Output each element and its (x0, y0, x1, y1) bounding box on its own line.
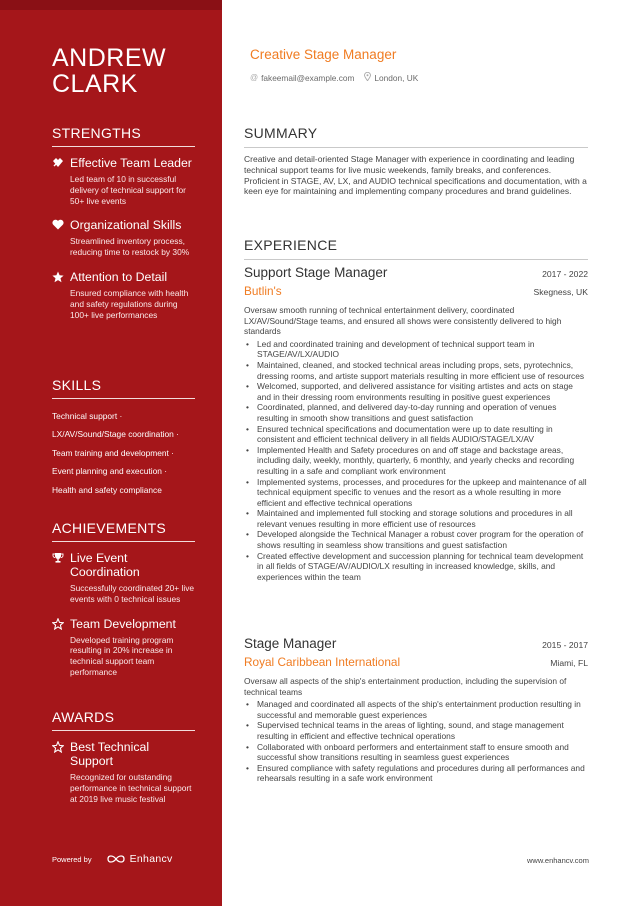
strength-title: Attention to Detail (70, 269, 168, 284)
role-bullets (244, 339, 588, 583)
role-company: Butlin's (244, 284, 282, 298)
list-item: • Developed alongside the Technical Manager a robust cover program for the operation of shows resulting in seamless show transitions and guest satisfaction (244, 529, 588, 550)
star-outline-icon (52, 617, 70, 634)
award-item (52, 740, 195, 804)
role-location: Skegness, UK (533, 287, 588, 297)
candidate-name: ANDREW CLARK (52, 44, 167, 98)
strength-item (52, 270, 195, 320)
awards-heading: AWARDS (52, 709, 195, 731)
strength-title: Organizational Skills (70, 218, 182, 233)
achievement-item (52, 617, 195, 678)
contact-row (250, 72, 418, 83)
achievement-desc: Successfully coordinated 20+ live events with 0 technical issues (70, 583, 195, 604)
role-dates: 2017 - 2022 (542, 269, 588, 279)
heart-icon (52, 218, 70, 234)
list-item: • Managed and coordinated all aspects of the ship's entertainment production resulting in successful and memorable guest experiences (244, 699, 588, 720)
list-item: • Created effective development and succession planning for technical team development in all fields of STAGE/AV/AUDIO/LX resulting in increased knowledge, skills, and experiences within the team (244, 551, 588, 583)
achievements-section (52, 520, 195, 687)
role-location: Miami, FL (550, 658, 588, 668)
strength-item (52, 218, 195, 258)
list-item: • Implemented Health and Safety procedures on and off stage and backstage areas, including daily, weekly, monthly, quarterly, 6 monthly, and yearly checks and recording resulting in a safe and compliant work environment (244, 445, 588, 477)
experience-role (244, 265, 588, 582)
experience-heading: EXPERIENCE (244, 237, 588, 260)
skill-item: Team training and development · (52, 447, 174, 458)
list-item: • Ensured compliance with safety regulations and procedures during all performances and rehearsals resulting in a safe work environment (244, 763, 588, 784)
star-icon (52, 270, 70, 287)
footer-url[interactable]: www.enhancv.com (527, 856, 589, 865)
skills-heading: SKILLS (52, 377, 195, 399)
achievement-desc: Developed training program resulting in 20% increase in technical support team performance (70, 634, 174, 677)
achievements-heading: ACHIEVEMENTS (52, 520, 195, 542)
strength-desc: Ensured compliance with health and safety regulations during 100+ live performances (70, 287, 189, 320)
strengths-section (52, 125, 195, 329)
role-summary: Oversaw all aspects of the ship's entertainment production, including the supervision of technical teams (244, 676, 567, 697)
list-item: • Coordinated, planned, and delivered day-to-day running and operation of venues resulting in smooth show transitions and guest satisfaction (244, 402, 588, 423)
sidebar (0, 0, 222, 906)
achievement-title: Team Development (70, 616, 176, 631)
list-item: • Collaborated with onboard performers and entertainment staff to ensure smooth and successful show transitions resulting in seamless guest experiences (244, 742, 588, 763)
role-bullets (244, 699, 588, 784)
sidebar-top-band (0, 0, 222, 10)
summary-text: Creative and detail-oriented Stage Manager with experience in coordinating and leading technical support teams for live music weekends, family breaks, and conferences. Proficient in STAGE, AV, LX, and AUDIO technical specifications and documentation, with a keen eye for maintaining and implementing company procedures and brand guidelines. (244, 154, 587, 197)
strengths-heading: STRENGTHS (52, 125, 195, 147)
strength-desc: Led team of 10 in successful delivery of technical support for 50+ live events (70, 174, 186, 206)
role-title: Stage Manager (244, 636, 337, 651)
list-item: • Supervised technical teams in the areas of lighting, sound, and stage management resulting in efficient and effective technical operations (244, 720, 588, 741)
skills-section (52, 377, 195, 503)
achievement-title: Live Event Coordination (70, 551, 140, 579)
role-title: Support Stage Manager (244, 265, 388, 280)
location-pin-icon (364, 72, 371, 83)
award-desc: Recognized for outstanding performance in technical support at 2019 live music festival (70, 772, 192, 804)
strength-desc: Streamlined inventory process, reducing time to restock by 30% (70, 236, 190, 258)
role-summary: Oversaw smooth running of technical entertainment delivery, coordinated LX/AV/Sound/Stage teams, and ensured all shows were consistently delivered to high standards (244, 305, 562, 337)
skill-item: LX/AV/Sound/Stage coordination · (52, 429, 179, 440)
awards-section (52, 709, 195, 813)
handshake-icon (52, 156, 70, 173)
achievement-item (52, 551, 195, 605)
strength-title: Effective Team Leader (70, 156, 192, 170)
list-item: • Welcomed, supported, and delivered assistance for visiting artistes and acts on stage and in their dressing room environments resulting in positive guest experiences (244, 381, 588, 402)
skill-item: Technical support · (52, 411, 123, 421)
role-company: Royal Caribbean International (244, 655, 401, 669)
enhancv-logo-icon (106, 853, 126, 865)
list-item: • Implemented systems, processes, and procedures for the upkeep and maintenance of all technical equipment specific to venues and the resort as a whole resulting in more efficient and effective technical operations (244, 477, 588, 509)
skill-item: Health and safety compliance (52, 484, 162, 495)
summary-heading: SUMMARY (244, 125, 588, 148)
list-item: • Maintained and implemented full stocking and storage solutions and procedures in all relevant venues resulting in more efficient use of resources (244, 508, 588, 529)
enhancv-brand: Enhancv (129, 853, 173, 865)
powered-by (52, 853, 173, 865)
headline: Creative Stage Manager (250, 47, 397, 62)
contact-location: London, UK (374, 72, 419, 83)
list-item: • Maintained, cleaned, and stocked technical areas including props, sets, pyrotechnics, dressing rooms, and artiste support materials resulting in more efficient use of resources (244, 360, 588, 381)
contact-email[interactable]: fakeemail@example.com (261, 72, 355, 83)
at-icon: @ (250, 73, 259, 82)
list-item: • Led and coordinated training and development of technical support team in STAGE/AV/LX/AUDIO (244, 339, 588, 360)
role-dates: 2015 - 2017 (542, 640, 588, 650)
powered-by-label: Powered by (52, 854, 92, 864)
award-title: Best Technical Support (70, 740, 150, 768)
list-item: • Ensured technical specifications and documentation were up to date resulting in consistent and efficient technical delivery in all fields AUDIO/STAGE/LX/AV (244, 424, 588, 445)
strength-item (52, 156, 195, 206)
experience-role (244, 636, 588, 784)
trophy-icon (52, 551, 70, 568)
star-outline-icon (52, 740, 70, 757)
skill-item: Event planning and execution · (52, 466, 168, 477)
